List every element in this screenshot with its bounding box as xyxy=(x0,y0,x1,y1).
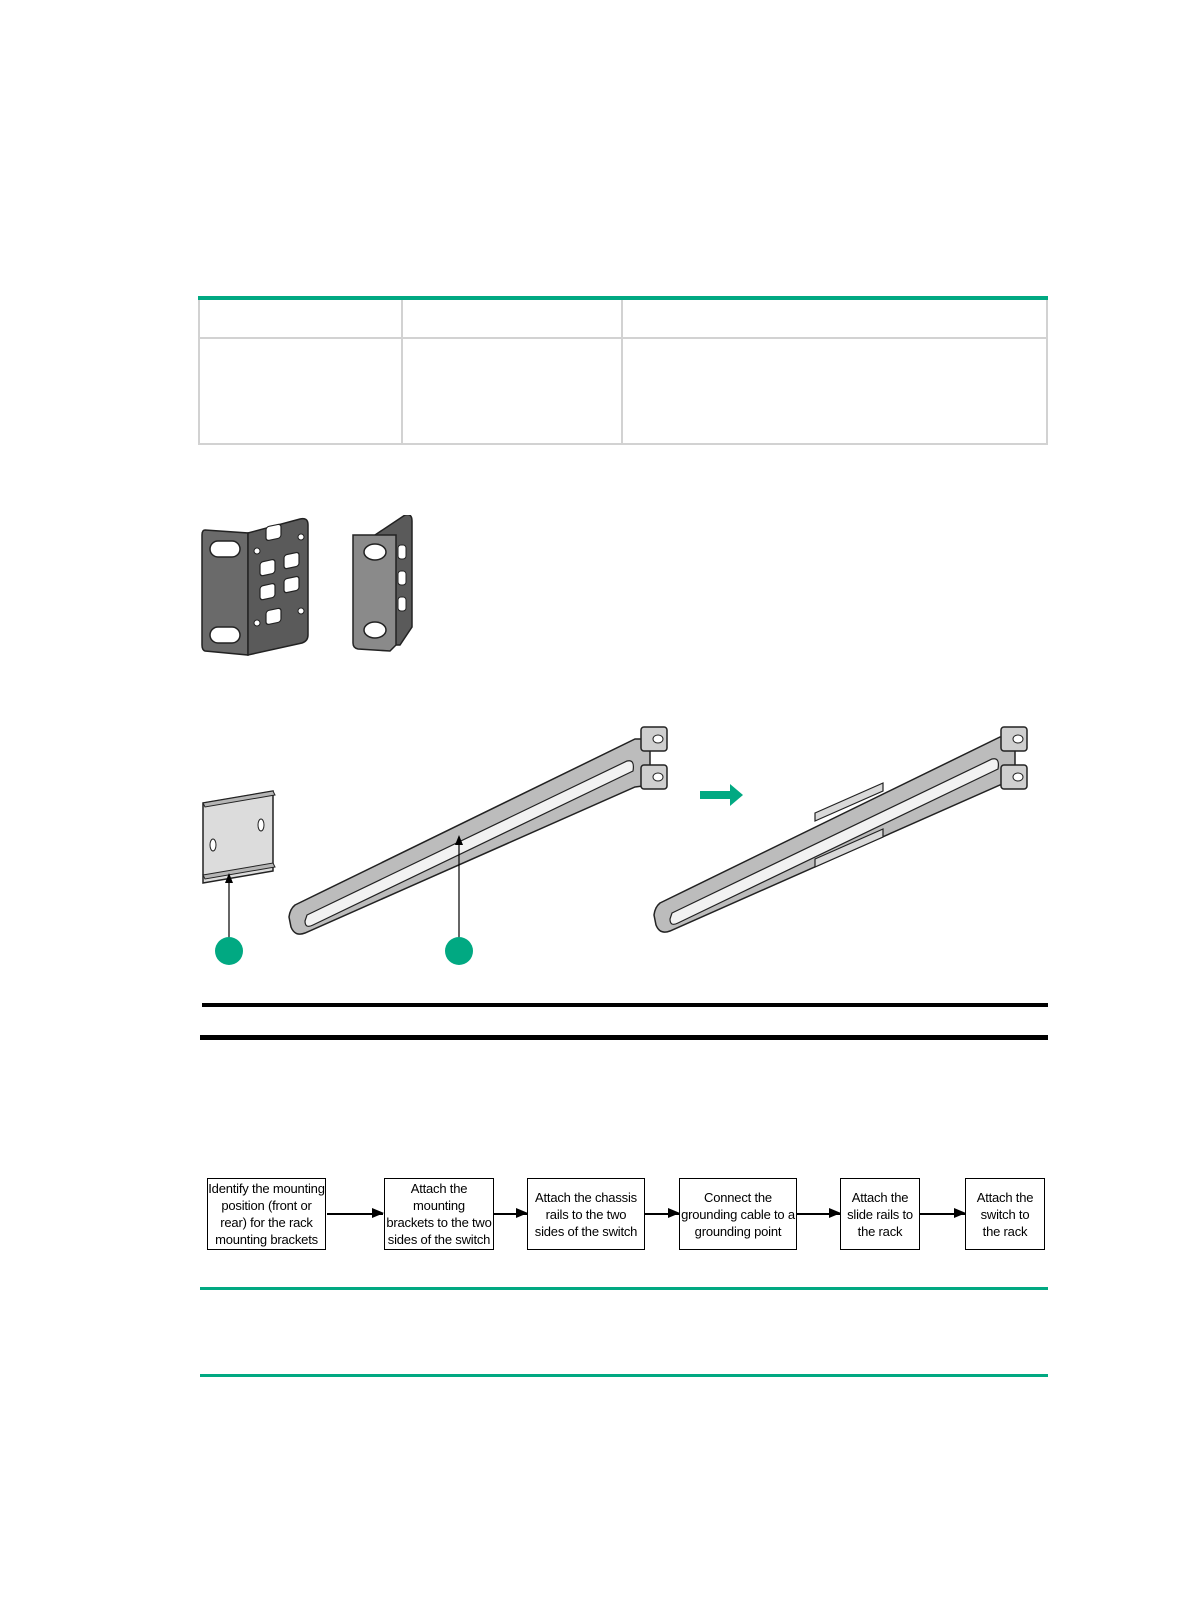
mounting-bracket-front-view xyxy=(202,519,308,655)
flow-step-attach-chassis-rails: Attach the chassis rails to the two sides of the switch xyxy=(527,1178,645,1250)
table-frame xyxy=(198,300,1048,445)
numbered-callout-circle xyxy=(445,937,473,965)
flow-step-attach-switch: Attach the switch to the rack xyxy=(965,1178,1045,1250)
mounting-bracket-side-view xyxy=(353,515,412,651)
flow-step-attach-slide-rails: Attach the slide rails to the rack xyxy=(840,1178,920,1250)
flow-arrow xyxy=(797,1213,840,1215)
note-top-rule xyxy=(200,1287,1048,1290)
rails-figure xyxy=(195,725,1055,975)
right-arrow-icon xyxy=(700,784,743,806)
note-bottom-rule xyxy=(200,1374,1048,1377)
chassis-rail xyxy=(203,791,275,883)
assembled-slide-rail xyxy=(654,727,1027,932)
table-column-divider-1 xyxy=(401,300,403,445)
section-rule xyxy=(200,1035,1048,1040)
spec-table xyxy=(198,296,1048,446)
numbered-callout-circle xyxy=(215,937,243,965)
slide-rail xyxy=(289,727,667,934)
flow-arrow xyxy=(327,1213,383,1215)
flow-step-identify-position: Identify the mounting position (front or rear) for the rack mounting brackets xyxy=(207,1178,326,1250)
flow-step-connect-grounding: Connect the grounding cable to a grounding point xyxy=(679,1178,797,1250)
figure-bottom-rule xyxy=(202,1003,1048,1007)
flow-arrow xyxy=(920,1213,965,1215)
flow-arrow xyxy=(494,1213,527,1215)
flow-step-attach-brackets: Attach the mounting brackets to the two sides of the switch xyxy=(384,1178,494,1250)
table-column-divider-2 xyxy=(621,300,623,445)
flow-arrow xyxy=(645,1213,679,1215)
mounting-brackets-figure xyxy=(200,515,425,665)
